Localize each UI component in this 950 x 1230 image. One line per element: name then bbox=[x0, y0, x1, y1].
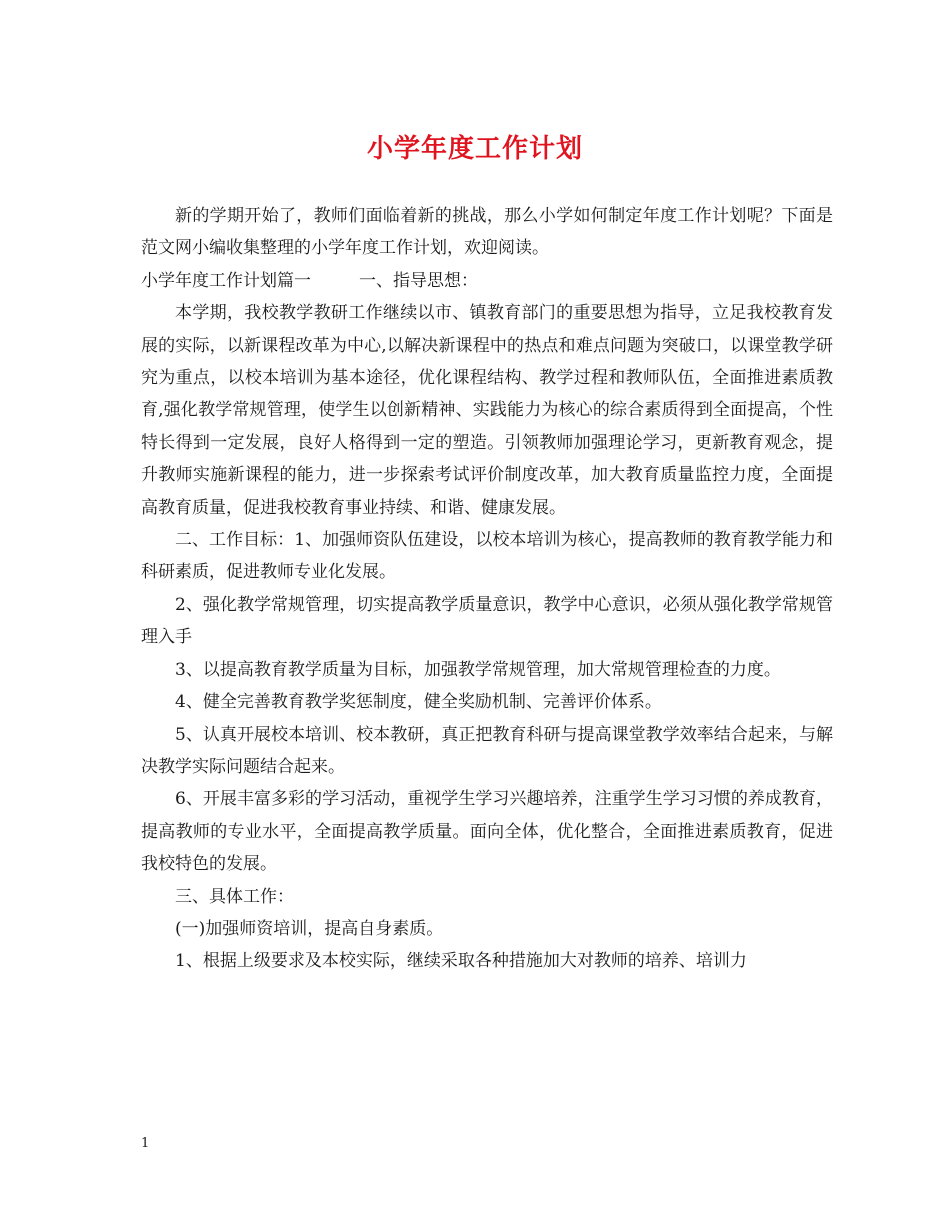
heading-specific-work: 三、具体工作： bbox=[175, 886, 294, 907]
paragraph-work-goals: 二、工作目标：1、加强师资队伍建设，以校本培训为核心，提高教师的教育教学能力和科研素质，促进教师专业化发展。 bbox=[141, 530, 833, 583]
paragraph-goal-6: 6、开展丰富多彩的学习活动，重视学生学习兴趣培养，注重学生学习习惯的养成教育，提高教师的专业水平，全面提高教学质量。面向全体，优化整合，全面推进素质教育，促进我校特色的发展。 bbox=[141, 789, 833, 875]
page-number: 1 bbox=[141, 1136, 150, 1151]
paragraph-goal-4: 4、健全完善教育教学奖惩制度，健全奖励机制、完善评价体系。 bbox=[175, 692, 662, 713]
paragraph-training-1: 1、根据上级要求及本校实际，继续采取各种措施加大对教师的培养、培训力 bbox=[175, 951, 747, 972]
paragraph-goal-3: 3、以提高教育教学质量为目标，加强教学常规管理，加大常规管理检查的力度。 bbox=[175, 659, 781, 680]
section-heading: 一、指导思想： bbox=[359, 270, 478, 291]
subheading-teacher-training: (一)加强师资培训，提高自身素质。 bbox=[175, 918, 444, 939]
document-body bbox=[141, 200, 833, 978]
section-heading-line bbox=[141, 265, 833, 297]
paragraph-goal-5: 5、认真开展校本培训、校本教研，真正把教育科研与提高课堂教学效率结合起来，与解决教学实际问题结合起来。 bbox=[141, 724, 833, 777]
paragraph-goal-2: 2、强化教学常规管理，切实提高教学质量意识，教学中心意识，必须从强化教学常规管理入手 bbox=[141, 594, 833, 648]
paragraph-guiding-ideology: 本学期，我校教学教研工作继续以市、镇教育部门的重要思想为指导，立足我校教育发展的实际，以新课程改革为中心,以解决新课程中的热点和难点问题为突破口，以课堂教学研究为重点，以校本培训为基本途径，优化课程结构、教学过程和教师队伍，全面推进素质教育,强化教学常规管理，使学生以创新精神、实践能力为核心的综合素质得到全面提高，个性特长得到一定发展，良好人格得到一定的塑造。引领教师加强理论学习，更新教育观念，提升教师实施新课程的能力，进一步探索考试评价制度改革，加大教育质量监控力度，全面提高教育质量，促进我校教育事业持续、和谐、健康发展。 bbox=[141, 303, 833, 518]
section-label: 小学年度工作计划篇一 bbox=[141, 270, 311, 291]
intro-paragraph: 新的学期开始了，教师们面临着新的挑战，那么小学如何制定年度工作计划呢？下面是范文网小编收集整理的小学年度工作计划，欢迎阅读。 bbox=[141, 206, 833, 259]
document-title: 小学年度工作计划 bbox=[366, 134, 583, 164]
